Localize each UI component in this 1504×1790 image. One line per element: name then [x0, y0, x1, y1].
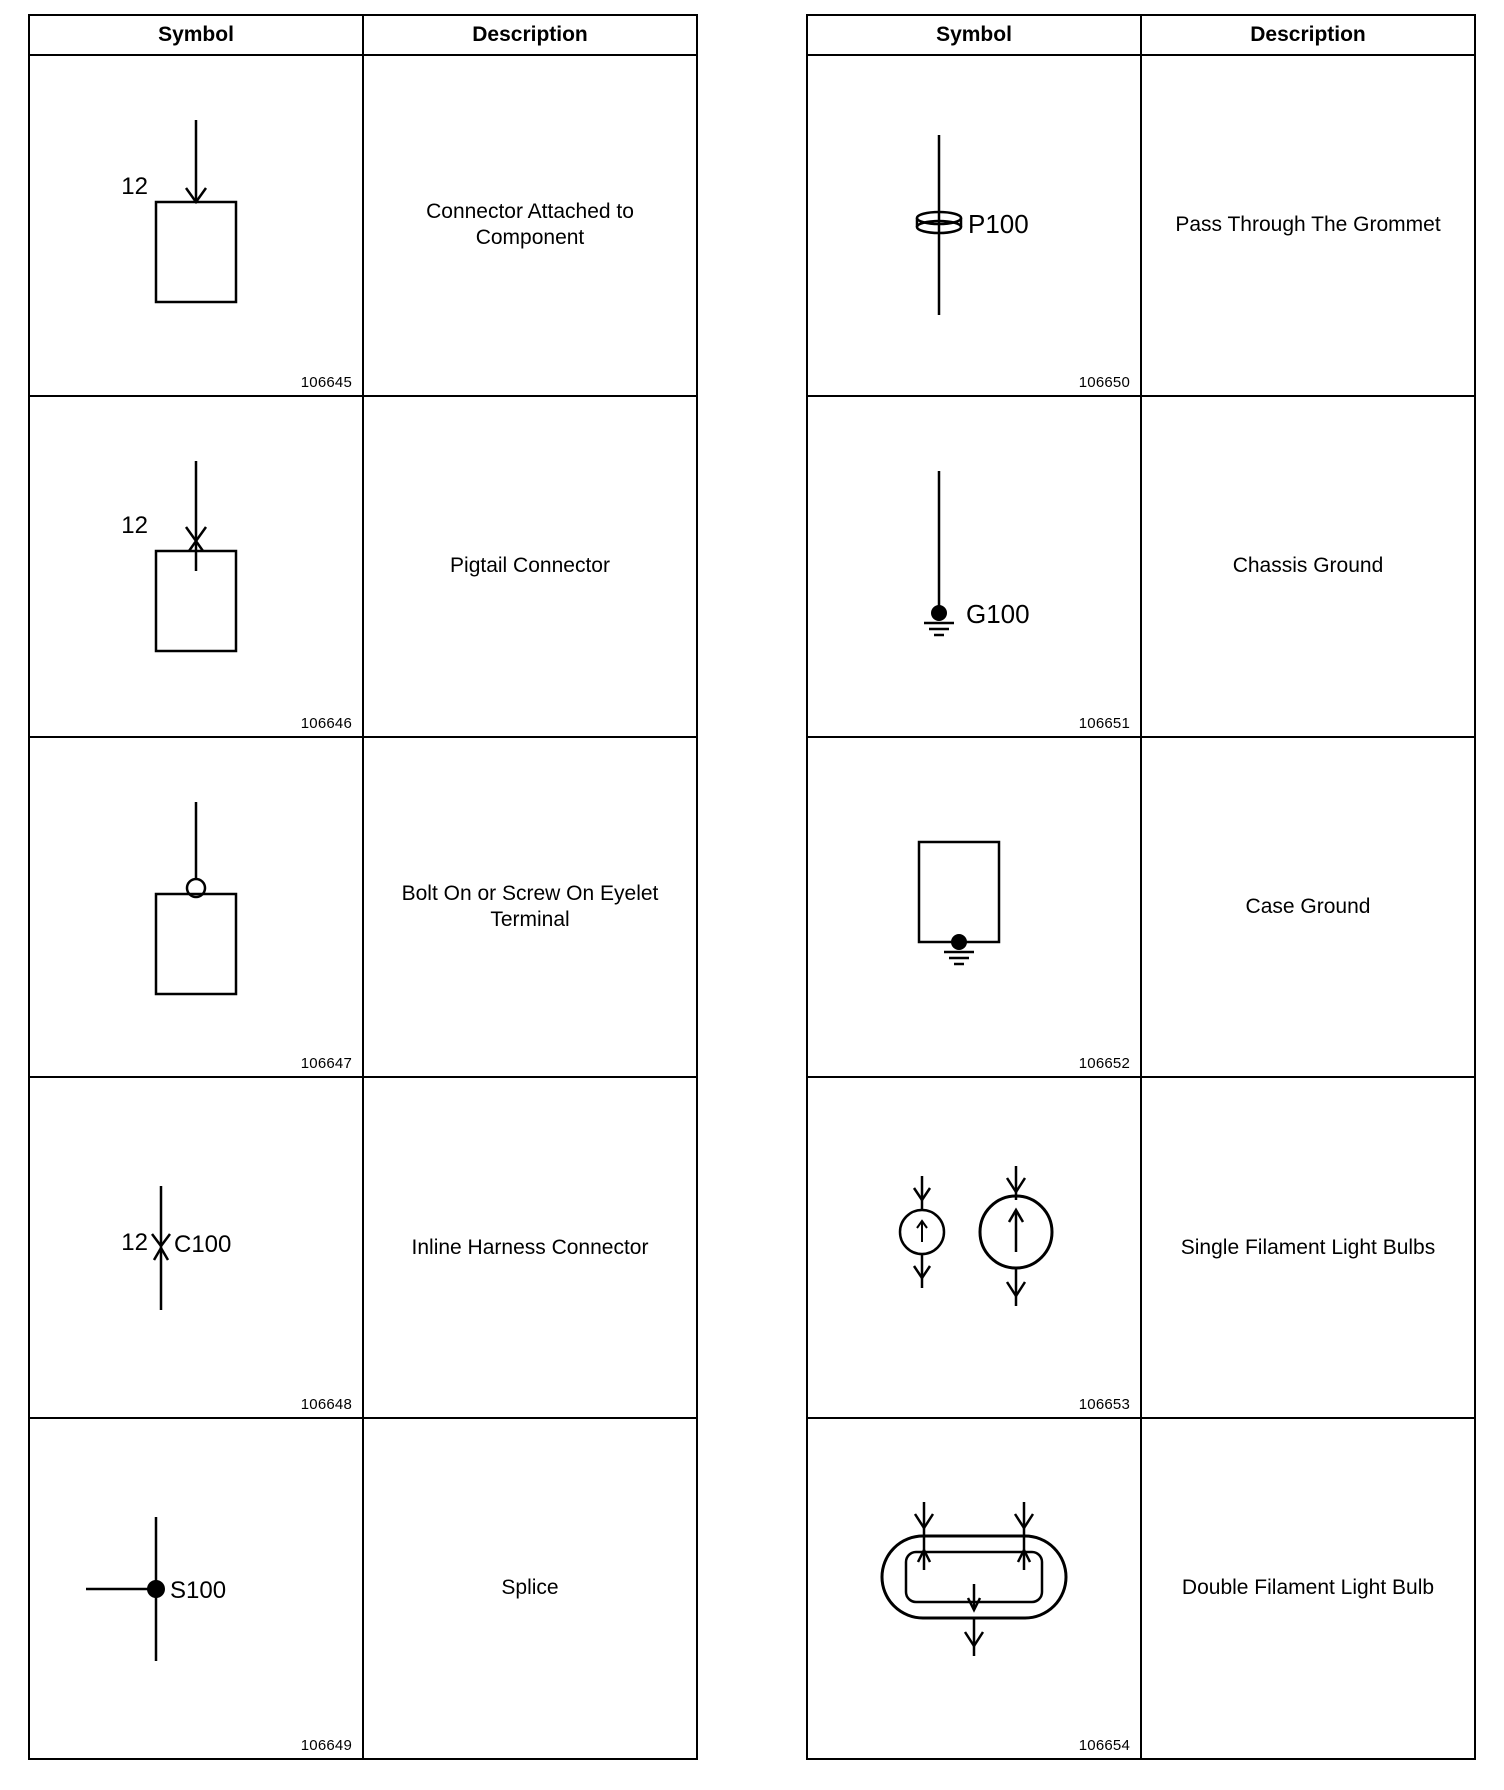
symbol-id: 106649	[300, 1737, 352, 1754]
connector-id-label: C100	[174, 1230, 232, 1258]
column-header-symbol: Symbol	[807, 15, 1141, 55]
table-row	[29, 737, 697, 1078]
symbol-cell	[29, 396, 363, 737]
table-row	[807, 1418, 1475, 1759]
connector-pin-label: 12	[121, 512, 148, 540]
symbol-legend-table-left	[28, 14, 698, 1760]
description-cell: Splice	[363, 1418, 697, 1759]
pigtail-connector-symbol	[30, 397, 362, 736]
grommet-symbol	[808, 56, 1140, 395]
description-cell: Connector Attached to Component	[363, 55, 697, 396]
column-header-symbol: Symbol	[29, 15, 363, 55]
description-cell: Pigtail Connector	[363, 396, 697, 737]
case-ground-symbol	[808, 738, 1140, 1077]
chassis-ground-symbol	[808, 397, 1140, 736]
column-header-description: Description	[363, 15, 697, 55]
description-cell: Single Filament Light Bulbs	[1141, 1077, 1475, 1418]
symbol-id: 106651	[1078, 714, 1130, 732]
symbol-id: 106650	[1078, 373, 1130, 391]
table-row	[29, 1418, 697, 1759]
symbol-cell	[807, 55, 1141, 396]
symbol-id: 106647	[300, 1055, 352, 1073]
symbol-id: 106648	[300, 1396, 352, 1414]
table-row	[29, 55, 697, 396]
table-header-row	[807, 15, 1475, 55]
symbol-cell	[29, 737, 363, 1078]
table-row	[807, 737, 1475, 1078]
table-row	[29, 1077, 697, 1418]
column-header-description: Description	[1141, 15, 1475, 55]
symbol-legend-table-right	[806, 14, 1476, 1760]
symbol-cell	[807, 737, 1141, 1078]
ground-id-label: G100	[966, 599, 1030, 630]
description-cell: Bolt On or Screw On Eyelet Terminal	[363, 737, 697, 1078]
description-cell: Inline Harness Connector	[363, 1077, 697, 1418]
table-row	[807, 1077, 1475, 1418]
symbol-cell	[807, 1418, 1141, 1759]
symbol-id: 106653	[1078, 1396, 1130, 1414]
table-row	[29, 396, 697, 737]
symbol-cell	[807, 396, 1141, 737]
inline-harness-connector-symbol	[30, 1078, 362, 1417]
symbol-id: 106652	[1078, 1055, 1130, 1073]
description-cell: Chassis Ground	[1141, 396, 1475, 737]
table-row	[807, 396, 1475, 737]
double-filament-light-bulb-symbol	[808, 1419, 1140, 1758]
symbol-id: 106645	[300, 373, 352, 391]
table-header-row	[29, 15, 697, 55]
table-row	[807, 55, 1475, 396]
symbol-cell	[29, 1418, 363, 1759]
connector-pin-label: 12	[121, 1228, 148, 1256]
splice-id-label: S100	[170, 1576, 227, 1604]
description-cell: Case Ground	[1141, 737, 1475, 1078]
symbol-cell	[29, 1077, 363, 1418]
symbol-cell	[29, 55, 363, 396]
description-cell: Double Filament Light Bulb	[1141, 1418, 1475, 1759]
grommet-id-label: P100	[968, 209, 1029, 240]
eyelet-terminal-symbol	[30, 738, 362, 1077]
symbol-id: 106646	[300, 714, 352, 732]
description-cell: Pass Through The Grommet	[1141, 55, 1475, 396]
symbol-cell	[807, 1077, 1141, 1418]
connector-pin-label: 12	[121, 173, 148, 201]
single-filament-light-bulb-symbol	[808, 1078, 1140, 1417]
connector-attached-to-component-symbol	[30, 56, 362, 395]
splice-symbol	[30, 1419, 362, 1758]
symbol-id: 106654	[1078, 1737, 1130, 1754]
